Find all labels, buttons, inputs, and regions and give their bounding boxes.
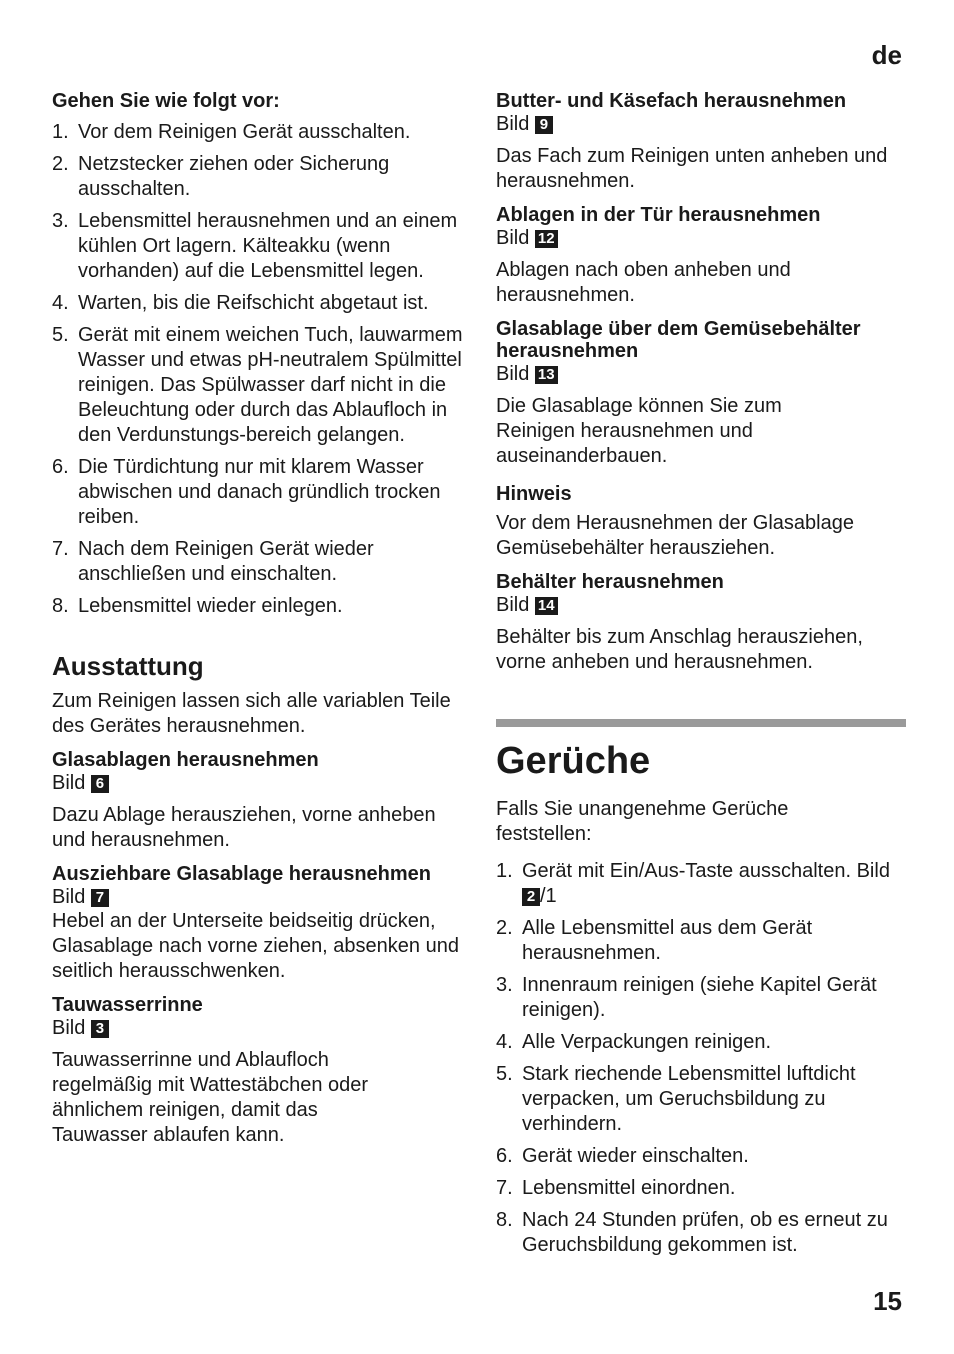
glasablagen-text: Dazu Ablage herausziehen, vorne anheben und herausnehmen. [52,804,436,851]
figure-ref: Bild 3 [52,1016,464,1040]
figure-number-badge: 7 [91,889,109,907]
list-item: 1. Gerät mit Ein/Aus-Taste ausschalten. Bild 2 /1 [496,860,890,907]
list-item: 4. Alle Verpackungen reinigen. [496,1031,772,1053]
figure-ref: Bild 14 [496,593,906,617]
list-item: 1. Vor dem Reinigen Gerät ausschalten. [52,121,411,143]
figure-ref: Bild 9 [496,112,906,136]
odor-steps-list [496,859,906,1258]
behaelter-text: Behälter bis zum Anschlag herausziehen, vorne anheben und herausnehmen. [496,626,863,673]
figure-ref: Bild 7 [52,885,464,909]
list-item: 2. Alle Lebensmittel aus dem Gerät herausnehmen. [496,917,813,964]
list-item: 7. Nach dem Reinigen Gerät wieder anschließen und einschalten. [52,538,374,585]
language-label: de [871,40,902,70]
subheading-butterfach: Butter- und Käsefach herausnehmen [496,90,847,112]
subheading-ablagen-tuer: Ablagen in der Tür herausnehmen [496,204,821,226]
figure-ref: Bild 12 [496,226,906,250]
hinweis-text: Vor dem Herausnehmen der Glasablage Gemüsebehälter herausziehen. [496,512,854,559]
section-heading-gerueche: Gerüche [496,740,651,782]
list-item: 6. Die Türdichtung nur mit klarem Wasser abwischen und danach gründlich trocken reiben. [52,456,441,528]
list-item: 8. Nach 24 Stunden prüfen, ob es erneut zu Geruchsbildung gekommen ist. [496,1209,888,1256]
list-item: 6. Gerät wieder einschalten. [496,1145,749,1167]
subheading-glasablage-gemuese: Glasablage über dem Gemüsebehälter herausnehmen [496,318,861,362]
section-heading-ausstattung: Ausstattung [52,651,204,681]
steps-title: Gehen Sie wie folgt vor: [52,90,280,112]
figure-number-badge: 14 [535,597,558,615]
subheading-hinweis: Hinweis [496,483,572,505]
subheading-behaelter: Behälter herausnehmen [496,571,724,593]
butterfach-text: Das Fach zum Reinigen unten anheben und herausnehmen. [496,145,888,192]
tauwasserrinne-text: Tauwasserrinne und Ablaufloch regelmäßig mit Wattestäbchen oder ähnlichem reinigen, damit das Tauwasser ablaufen kann. [52,1049,369,1146]
figure-ref: Bild 6 [52,771,464,795]
list-item: 2. Netzstecker ziehen oder Sicherung ausschalten. [52,153,390,200]
figure-number-badge: 13 [535,366,558,384]
figure-number-badge: 9 [535,116,553,134]
ausziehbare-text: Hebel an der Unterseite beidseitig drücken, Glasablage nach vorne ziehen, absenken und seitlich herausschwenken. [52,910,459,982]
subheading-glasablagen: Glasablagen herausnehmen [52,749,319,771]
right-column [496,90,906,1265]
subheading-tauwasserrinne: Tauwasserrinne [52,994,203,1016]
list-item: 3. Innenraum reinigen (siehe Kapitel Gerät reinigen). [496,974,877,1021]
figure-number-badge: 12 [535,230,558,248]
ausstattung-intro: Zum Reinigen lassen sich alle variablen Teile des Gerätes herausnehmen. [52,690,451,737]
list-item: 4. Warten, bis die Reifschicht abgetaut ist. [52,292,429,314]
list-item: 5. Gerät mit einem weichen Tuch, lauwarmem Wasser und etwas pH-neutralem Spülmittel reinigen. Das Spülwasser darf nicht in die Beleuchtung oder durch das Ablaufloch in den Verdunstungs-bereich gelangen. [52,324,463,446]
figure-number-badge: 6 [91,775,109,793]
cleaning-steps-list [52,120,464,619]
ablagen-tuer-text: Ablagen nach oben anheben und herausnehmen. [496,259,791,306]
figure-ref: Bild 13 [496,362,906,386]
list-item: 3. Lebensmittel herausnehmen und an einem kühlen Ort lagern. Kälteakku (wenn vorhanden) auf die Lebensmittel legen. [52,210,458,282]
section-divider [496,719,906,727]
list-item: 7. Lebensmittel einordnen. [496,1177,736,1199]
subheading-ausziehbare-glasablage: Ausziehbare Glasablage herausnehmen [52,863,432,885]
page-number: 15 [873,1286,902,1316]
figure-number-badge: 2 [522,888,540,906]
list-item: 8. Lebensmittel wieder einlegen. [52,595,343,617]
glasablage-gemuese-text: Die Glasablage können Sie zum Reinigen herausnehmen und auseinanderbauen. [496,395,782,467]
gerueche-intro: Falls Sie unangenehme Gerüche feststellen: [496,798,789,845]
list-item: 5. Stark riechende Lebensmittel luftdicht verpacken, um Geruchsbildung zu verhindern. [496,1063,856,1135]
left-column [52,90,464,1148]
figure-number-badge: 3 [91,1020,109,1038]
